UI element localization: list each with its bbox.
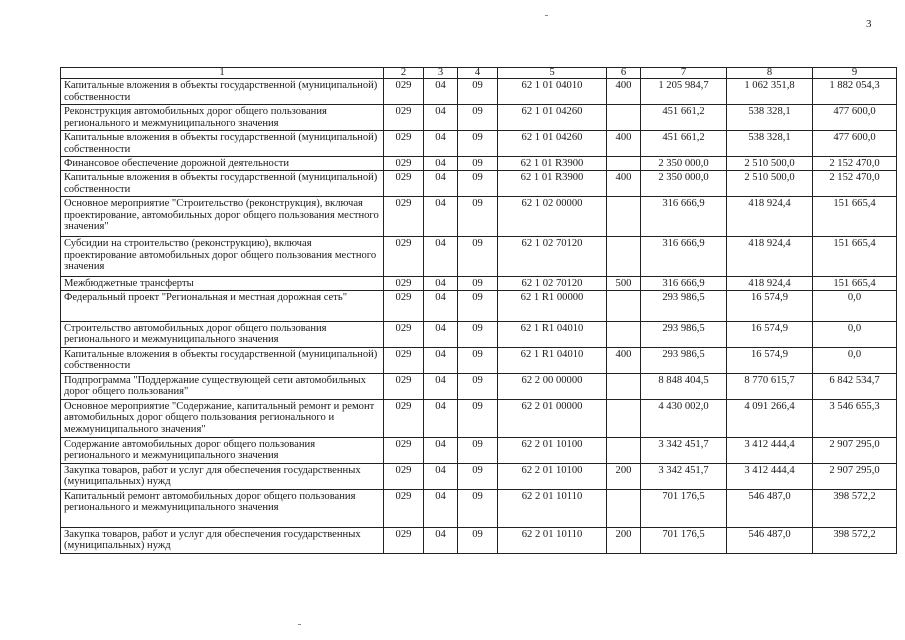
table-row — [61, 347, 897, 373]
target-article: 62 1 R1 04010 — [498, 321, 607, 347]
row-name: Закупка товаров, работ и услуг для обеспечения государственных (муниципальных) нужд — [61, 463, 384, 489]
table-row — [61, 237, 897, 277]
section-code: 04 — [424, 171, 458, 197]
target-article: 62 2 01 10110 — [498, 527, 607, 553]
amount-col-8: 538 328,1 — [727, 131, 813, 157]
amount-col-7: 701 176,5 — [641, 489, 727, 527]
amount-col-8: 4 091 266,4 — [727, 399, 813, 437]
amount-col-9: 2 907 295,0 — [813, 437, 897, 463]
amount-col-8: 546 487,0 — [727, 489, 813, 527]
target-article: 62 1 01 04010 — [498, 79, 607, 105]
admin-code: 029 — [384, 105, 424, 131]
expense-type: 400 — [607, 79, 641, 105]
amount-col-7: 2 350 000,0 — [641, 157, 727, 171]
amount-col-8: 418 924,4 — [727, 277, 813, 291]
table-row — [61, 489, 897, 527]
amount-col-8: 2 510 500,0 — [727, 171, 813, 197]
target-article: 62 2 01 10100 — [498, 437, 607, 463]
target-article: 62 1 01 04260 — [498, 131, 607, 157]
expense-type — [607, 373, 641, 399]
amount-col-9: 2 152 470,0 — [813, 157, 897, 171]
section-code: 04 — [424, 437, 458, 463]
admin-code: 029 — [384, 399, 424, 437]
expense-type: 400 — [607, 131, 641, 157]
section-code: 04 — [424, 373, 458, 399]
amount-col-9: 3 546 655,3 — [813, 399, 897, 437]
row-name: Капитальные вложения в объекты государственной (муниципальной) собственности — [61, 79, 384, 105]
column-header: 4 — [458, 68, 498, 79]
expense-type — [607, 237, 641, 277]
amount-col-9: 477 600,0 — [813, 105, 897, 131]
target-article: 62 1 02 70120 — [498, 277, 607, 291]
amount-col-7: 3 342 451,7 — [641, 437, 727, 463]
admin-code: 029 — [384, 237, 424, 277]
subsection-code: 09 — [458, 437, 498, 463]
target-article: 62 2 00 00000 — [498, 373, 607, 399]
subsection-code: 09 — [458, 373, 498, 399]
table-body — [61, 79, 897, 554]
column-header: 5 — [498, 68, 607, 79]
table-row — [61, 197, 897, 237]
amount-col-8: 8 770 615,7 — [727, 373, 813, 399]
table-row — [61, 527, 897, 553]
table-row — [61, 131, 897, 157]
amount-col-9: 0,0 — [813, 290, 897, 321]
row-name: Капитальные вложения в объекты государственной (муниципальной) собственности — [61, 347, 384, 373]
table-row — [61, 463, 897, 489]
row-name: Капитальный ремонт автомобильных дорог общего пользования регионального и межмуниципального значения — [61, 489, 384, 527]
target-article: 62 2 01 10110 — [498, 489, 607, 527]
row-name: Федеральный проект "Региональная и местная дорожная сеть" — [61, 290, 384, 321]
expense-type: 500 — [607, 277, 641, 291]
amount-col-8: 418 924,4 — [727, 237, 813, 277]
section-code: 04 — [424, 131, 458, 157]
row-name: Капитальные вложения в объекты государственной (муниципальной) собственности — [61, 131, 384, 157]
amount-col-8: 546 487,0 — [727, 527, 813, 553]
amount-col-8: 3 412 444,4 — [727, 463, 813, 489]
target-article: 62 1 01 R3900 — [498, 171, 607, 197]
amount-col-7: 316 666,9 — [641, 277, 727, 291]
section-code: 04 — [424, 237, 458, 277]
row-name: Строительство автомобильных дорог общего пользования регионального и межмуниципального значения — [61, 321, 384, 347]
table-row — [61, 157, 897, 171]
admin-code: 029 — [384, 321, 424, 347]
amount-col-9: 398 572,2 — [813, 527, 897, 553]
subsection-code: 09 — [458, 290, 498, 321]
expense-type: 400 — [607, 171, 641, 197]
amount-col-8: 16 574,9 — [727, 347, 813, 373]
subsection-code: 09 — [458, 131, 498, 157]
row-name: Основное мероприятие "Содержание, капитальный ремонт и ремонт автомобильных дорог общего пользования регионального и межмуниципального значения" — [61, 399, 384, 437]
amount-col-9: 0,0 — [813, 347, 897, 373]
expense-type — [607, 399, 641, 437]
amount-col-7: 316 666,9 — [641, 237, 727, 277]
subsection-code: 09 — [458, 527, 498, 553]
table-row — [61, 290, 897, 321]
section-code: 04 — [424, 79, 458, 105]
amount-col-9: 0,0 — [813, 321, 897, 347]
subsection-code: 09 — [458, 399, 498, 437]
expense-type — [607, 290, 641, 321]
expense-type — [607, 157, 641, 171]
amount-col-7: 293 986,5 — [641, 347, 727, 373]
budget-table — [60, 67, 897, 554]
table-row — [61, 171, 897, 197]
amount-col-8: 16 574,9 — [727, 290, 813, 321]
row-name: Подпрограмма "Поддержание существующей сети автомобильных дорог общего пользования" — [61, 373, 384, 399]
amount-col-7: 316 666,9 — [641, 197, 727, 237]
amount-col-7: 451 661,2 — [641, 105, 727, 131]
expense-type: 200 — [607, 527, 641, 553]
section-code: 04 — [424, 197, 458, 237]
amount-col-8: 16 574,9 — [727, 321, 813, 347]
row-name: Основное мероприятие "Строительство (реконструкция), включая проектирование, автомобильных дорог общего пользования местного значения" — [61, 197, 384, 237]
admin-code: 029 — [384, 290, 424, 321]
table-row — [61, 277, 897, 291]
admin-code: 029 — [384, 197, 424, 237]
subsection-code: 09 — [458, 157, 498, 171]
expense-type: 400 — [607, 347, 641, 373]
scan-speck — [545, 15, 548, 16]
target-article: 62 1 R1 04010 — [498, 347, 607, 373]
admin-code: 029 — [384, 437, 424, 463]
subsection-code: 09 — [458, 171, 498, 197]
amount-col-9: 1 882 054,3 — [813, 79, 897, 105]
admin-code: 029 — [384, 79, 424, 105]
scan-speck — [298, 624, 301, 625]
target-article: 62 1 02 70120 — [498, 237, 607, 277]
subsection-code: 09 — [458, 197, 498, 237]
admin-code: 029 — [384, 373, 424, 399]
amount-col-8: 1 062 351,8 — [727, 79, 813, 105]
section-code: 04 — [424, 463, 458, 489]
admin-code: 029 — [384, 131, 424, 157]
amount-col-9: 6 842 534,7 — [813, 373, 897, 399]
column-header: 2 — [384, 68, 424, 79]
subsection-code: 09 — [458, 237, 498, 277]
row-name: Закупка товаров, работ и услуг для обеспечения государственных (муниципальных) нужд — [61, 527, 384, 553]
amount-col-9: 151 665,4 — [813, 237, 897, 277]
admin-code: 029 — [384, 489, 424, 527]
amount-col-8: 538 328,1 — [727, 105, 813, 131]
subsection-code: 09 — [458, 489, 498, 527]
admin-code: 029 — [384, 463, 424, 489]
expense-type — [607, 321, 641, 347]
section-code: 04 — [424, 527, 458, 553]
amount-col-7: 3 342 451,7 — [641, 463, 727, 489]
amount-col-8: 2 510 500,0 — [727, 157, 813, 171]
page-number: 3 — [866, 18, 872, 30]
admin-code: 029 — [384, 347, 424, 373]
row-name: Финансовое обеспечение дорожной деятельности — [61, 157, 384, 171]
section-code: 04 — [424, 277, 458, 291]
amount-col-9: 398 572,2 — [813, 489, 897, 527]
subsection-code: 09 — [458, 347, 498, 373]
subsection-code: 09 — [458, 277, 498, 291]
expense-type — [607, 437, 641, 463]
expense-type — [607, 489, 641, 527]
subsection-code: 09 — [458, 105, 498, 131]
table-row — [61, 321, 897, 347]
amount-col-7: 8 848 404,5 — [641, 373, 727, 399]
expense-type — [607, 197, 641, 237]
amount-col-9: 2 907 295,0 — [813, 463, 897, 489]
table-row — [61, 79, 897, 105]
target-article: 62 1 01 R3900 — [498, 157, 607, 171]
section-code: 04 — [424, 347, 458, 373]
amount-col-9: 151 665,4 — [813, 197, 897, 237]
admin-code: 029 — [384, 157, 424, 171]
target-article: 62 1 01 04260 — [498, 105, 607, 131]
column-header: 6 — [607, 68, 641, 79]
subsection-code: 09 — [458, 463, 498, 489]
column-header: 3 — [424, 68, 458, 79]
amount-col-9: 2 152 470,0 — [813, 171, 897, 197]
amount-col-7: 4 430 002,0 — [641, 399, 727, 437]
row-name: Субсидии на строительство (реконструкцию), включая проектирование автомобильных дорог общего пользования местного значения — [61, 237, 384, 277]
row-name: Реконструкция автомобильных дорог общего пользования регионального и межмуниципального значения — [61, 105, 384, 131]
admin-code: 029 — [384, 527, 424, 553]
section-code: 04 — [424, 399, 458, 437]
section-code: 04 — [424, 489, 458, 527]
table-header-row — [61, 68, 897, 79]
column-header: 9 — [813, 68, 897, 79]
subsection-code: 09 — [458, 321, 498, 347]
amount-col-9: 477 600,0 — [813, 131, 897, 157]
amount-col-8: 418 924,4 — [727, 197, 813, 237]
amount-col-7: 2 350 000,0 — [641, 171, 727, 197]
column-header: 8 — [727, 68, 813, 79]
amount-col-7: 701 176,5 — [641, 527, 727, 553]
subsection-code: 09 — [458, 79, 498, 105]
expense-type — [607, 105, 641, 131]
section-code: 04 — [424, 105, 458, 131]
amount-col-7: 451 661,2 — [641, 131, 727, 157]
amount-col-7: 1 205 984,7 — [641, 79, 727, 105]
column-header: 1 — [61, 68, 384, 79]
target-article: 62 2 01 10100 — [498, 463, 607, 489]
admin-code: 029 — [384, 171, 424, 197]
table-row — [61, 373, 897, 399]
table-row — [61, 105, 897, 131]
row-name: Содержание автомобильных дорог общего пользования регионального и межмуниципального значения — [61, 437, 384, 463]
row-name: Капитальные вложения в объекты государственной (муниципальной) собственности — [61, 171, 384, 197]
target-article: 62 2 01 00000 — [498, 399, 607, 437]
expense-type: 200 — [607, 463, 641, 489]
amount-col-9: 151 665,4 — [813, 277, 897, 291]
table-row — [61, 437, 897, 463]
row-name: Межбюджетные трансферты — [61, 277, 384, 291]
section-code: 04 — [424, 290, 458, 321]
amount-col-8: 3 412 444,4 — [727, 437, 813, 463]
section-code: 04 — [424, 157, 458, 171]
target-article: 62 1 R1 00000 — [498, 290, 607, 321]
column-header: 7 — [641, 68, 727, 79]
amount-col-7: 293 986,5 — [641, 321, 727, 347]
target-article: 62 1 02 00000 — [498, 197, 607, 237]
amount-col-7: 293 986,5 — [641, 290, 727, 321]
section-code: 04 — [424, 321, 458, 347]
admin-code: 029 — [384, 277, 424, 291]
table-row — [61, 399, 897, 437]
